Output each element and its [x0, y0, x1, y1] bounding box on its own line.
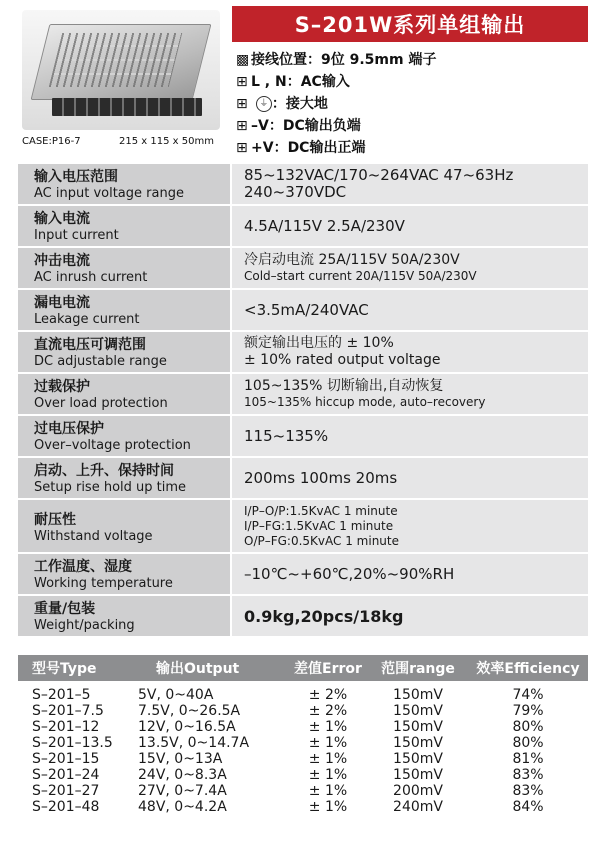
spec-row-dc-adjustable: 直流电压可调范围 DC adjustable range 额定输出电压的 ± 10% ± 10% rated output voltage [18, 332, 588, 374]
box-plus-icon: ⊞ [236, 140, 248, 156]
spec-row-overvoltage: 过电压保护 Over–voltage protection 115~135% [18, 416, 588, 458]
model-error: ± 2% [308, 687, 348, 703]
spec-row-withstand-voltage: 耐压性 Withstand voltage I/P–O/P:1.5KvAC 1 minute I/P–FG:1.5KvAC 1 minute O/P–FG:0.5KvAC 1 minute [18, 500, 588, 554]
model-error: ± 1% [308, 783, 348, 799]
header-output: 输出Output [156, 661, 240, 677]
ground-icon: ⏚ [256, 96, 272, 112]
table-row [18, 799, 588, 815]
model-error: ± 1% [308, 735, 348, 751]
model-type: S–201–5 [32, 687, 91, 703]
table-row [18, 703, 588, 719]
box-plus-icon: ⊞ [236, 118, 248, 134]
table-row [18, 687, 588, 703]
terminal-icon: ▩ [236, 52, 250, 68]
model-range: 150mV [393, 751, 443, 767]
header-range: 范围range [381, 661, 455, 677]
product-photo [22, 10, 220, 130]
model-rows [18, 687, 588, 815]
dimensions: 215 x 115 x 50mm [119, 136, 214, 147]
model-range: 150mV [393, 719, 443, 735]
spec-row-inrush-current: 冲击电流 AC inrush current 冷启动电流 25A/115V 50A/230V Cold–start current 20A/115V 50A/230V [18, 248, 588, 290]
model-type: S–201–13.5 [32, 735, 113, 751]
table-row [18, 719, 588, 735]
table-row [18, 767, 588, 783]
case-info [22, 136, 214, 147]
feature-terminal-position: ▩ 接线位置：9位 9.5mm 端子 [236, 52, 437, 68]
spec-row-input-current: 输入电流 Input current 4.5A/115V 2.5A/230V [18, 206, 588, 248]
model-error: ± 2% [308, 703, 348, 719]
feature-ground: ⊞ ⏚ ：接大地 [236, 96, 328, 112]
model-type: S–201–24 [32, 767, 100, 783]
model-type: S–201–7.5 [32, 703, 104, 719]
table-row [18, 783, 588, 799]
model-efficiency: 83% [512, 767, 544, 783]
spec-row-weight: 重量/包装 Weight/packing 0.9kg,20pcs/18kg [18, 596, 588, 638]
power-supply-image [31, 24, 212, 100]
model-range: 150mV [393, 735, 443, 751]
model-range: 150mV [393, 703, 443, 719]
model-range: 150mV [393, 767, 443, 783]
feature-ac-input: ⊞ L , N：AC输入 [236, 74, 350, 90]
terminal-block-image [52, 98, 202, 116]
page-title: S–201W系列单组输出 [232, 6, 588, 42]
spec-row-input-voltage: 输入电压范围 AC input voltage range 85~132VAC/170~264VAC 47~63Hz 240~370VDC [18, 164, 588, 206]
model-output: 24V, 0~8.3A [138, 767, 227, 783]
table-row [18, 751, 588, 767]
model-efficiency: 80% [512, 719, 544, 735]
model-table-header [18, 655, 588, 681]
model-efficiency: 74% [512, 687, 544, 703]
model-type: S–201–15 [32, 751, 100, 767]
header-error: 差值Error [294, 661, 362, 677]
model-efficiency: 80% [512, 735, 544, 751]
case-label: CASE:P16-7 [22, 136, 81, 147]
table-row [18, 735, 588, 751]
model-type: S–201–27 [32, 783, 100, 799]
model-error: ± 1% [308, 767, 348, 783]
box-plus-icon: ⊞ [236, 96, 248, 112]
model-efficiency: 83% [512, 783, 544, 799]
model-output: 15V, 0~13A [138, 751, 223, 767]
model-type: S–201–12 [32, 719, 100, 735]
model-range: 150mV [393, 687, 443, 703]
spec-row-leakage-current: 漏电电流 Leakage current <3.5mA/240VAC [18, 290, 588, 332]
model-error: ± 1% [308, 751, 348, 767]
header [0, 0, 600, 160]
model-output: 7.5V, 0~26.5A [138, 703, 241, 719]
spec-table [18, 164, 588, 638]
model-error: ± 1% [308, 719, 348, 735]
model-output: 13.5V, 0~14.7A [138, 735, 250, 751]
model-error: ± 1% [308, 799, 348, 815]
header-efficiency: 效率Efficiency [476, 661, 580, 677]
box-plus-icon: ⊞ [236, 74, 248, 90]
model-output: 27V, 0~7.4A [138, 783, 227, 799]
model-range: 200mV [393, 783, 443, 799]
spec-row-working-temperature: 工作温度、湿度 Working temperature –10℃~+60℃,20%~90%RH [18, 554, 588, 596]
model-type: S–201–48 [32, 799, 100, 815]
model-efficiency: 79% [512, 703, 544, 719]
model-efficiency: 84% [512, 799, 544, 815]
model-output: 48V, 0~4.2A [138, 799, 227, 815]
model-range: 240mV [393, 799, 443, 815]
spec-row-overload: 过载保护 Over load protection 105~135% 切断输出,自动恢复 105~135% hiccup mode, auto–recovery [18, 374, 588, 416]
model-table [18, 655, 588, 815]
feature-dc-negative: ⊞ –V：DC输出负端 [236, 118, 361, 134]
header-type: 型号Type [32, 661, 97, 677]
feature-dc-positive: ⊞ +V：DC输出正端 [236, 140, 366, 156]
spec-row-timing: 启动、上升、保持时间 Setup rise hold up time 200ms 100ms 20ms [18, 458, 588, 500]
model-output: 5V, 0~40A [138, 687, 214, 703]
model-efficiency: 81% [512, 751, 544, 767]
model-output: 12V, 0~16.5A [138, 719, 236, 735]
